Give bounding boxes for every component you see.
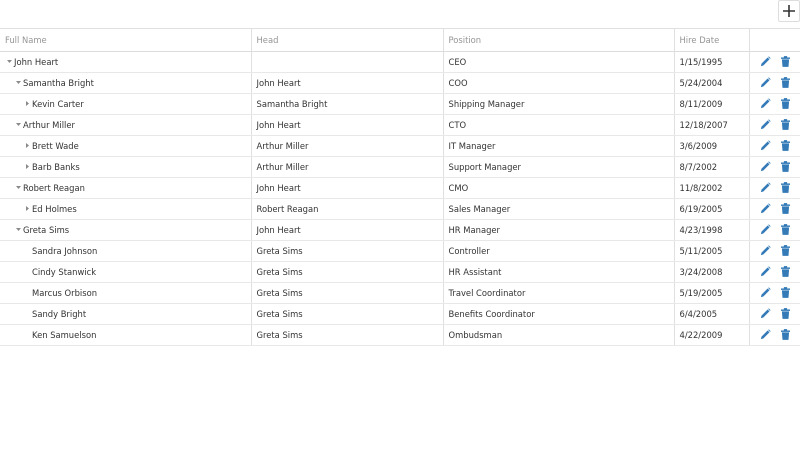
trash-icon (781, 203, 790, 214)
delete-button[interactable] (779, 223, 791, 237)
position-text: CTO (448, 119, 467, 130)
full-name-text: Barb Banks (32, 161, 80, 172)
full-name-cell[interactable] (0, 156, 251, 177)
pencil-icon (760, 224, 771, 235)
full-name-text: Kevin Carter (32, 98, 84, 109)
column-header-full-name[interactable]: Full Name (0, 29, 251, 51)
hire-date-text: 3/24/2008 (679, 266, 723, 277)
column-header-actions (749, 29, 800, 51)
delete-button[interactable] (779, 181, 791, 195)
hire-date-cell[interactable] (674, 114, 749, 135)
trash-icon (781, 98, 790, 109)
hire-date-cell[interactable] (674, 303, 749, 324)
table-row[interactable] (0, 135, 800, 156)
trash-icon (781, 77, 790, 88)
full-name-cell[interactable] (0, 219, 251, 240)
actions-cell (749, 72, 800, 93)
position-cell[interactable] (443, 303, 674, 324)
hire-date-text: 4/22/2009 (679, 329, 723, 340)
full-name-text: Ken Samuelson (32, 329, 97, 340)
full-name-cell[interactable] (0, 51, 251, 72)
head-cell[interactable] (251, 156, 443, 177)
actions-cell (749, 93, 800, 114)
actions-cell (749, 261, 800, 282)
position-text: Shipping Manager (448, 98, 525, 109)
position-cell[interactable] (443, 219, 674, 240)
hire-date-cell[interactable] (674, 51, 749, 72)
trash-icon (781, 119, 790, 130)
edit-button[interactable] (760, 181, 772, 195)
position-cell[interactable] (443, 198, 674, 219)
position-cell[interactable] (443, 240, 674, 261)
head-text: John Heart (256, 182, 301, 193)
delete-button[interactable] (779, 118, 791, 132)
hire-date-cell[interactable] (674, 93, 749, 114)
hire-date-text: 5/19/2005 (679, 287, 723, 298)
position-text: COO (448, 77, 468, 88)
hire-date-text: 1/15/1995 (679, 56, 723, 67)
full-name-text: Ed Holmes (32, 203, 77, 214)
pencil-icon (760, 203, 771, 214)
delete-button[interactable] (779, 244, 791, 258)
edit-button[interactable] (760, 202, 772, 216)
table-row[interactable] (0, 261, 800, 282)
edit-button[interactable] (760, 160, 772, 174)
hire-date-text: 5/11/2005 (679, 245, 723, 256)
head-text: Arthur Miller (256, 140, 309, 151)
full-name-cell[interactable] (0, 282, 251, 303)
head-text: Samantha Bright (256, 98, 328, 109)
collapse-toggle-icon[interactable] (14, 78, 23, 87)
column-header-position[interactable]: Position (443, 29, 674, 51)
position-cell[interactable] (443, 135, 674, 156)
edit-button[interactable] (760, 265, 772, 279)
position-text: CMO (448, 182, 469, 193)
table-row[interactable] (0, 93, 800, 114)
trash-icon (781, 245, 790, 256)
toggle-spacer (23, 246, 32, 255)
head-cell[interactable] (251, 324, 443, 345)
head-cell[interactable] (251, 72, 443, 93)
toggle-spacer (23, 267, 32, 276)
actions-cell (749, 282, 800, 303)
full-name-text: Arthur Miller (23, 119, 75, 130)
hire-date-text: 8/7/2002 (679, 161, 718, 172)
actions-cell (749, 135, 800, 156)
actions-cell (749, 114, 800, 135)
full-name-cell[interactable] (0, 198, 251, 219)
trash-icon (781, 224, 790, 235)
expand-toggle-icon[interactable] (23, 141, 32, 150)
full-name-cell[interactable] (0, 177, 251, 198)
hire-date-text: 3/6/2009 (679, 140, 718, 151)
edit-button[interactable] (760, 223, 772, 237)
full-name-cell[interactable] (0, 303, 251, 324)
trash-icon (781, 287, 790, 298)
hire-date-cell[interactable] (674, 282, 749, 303)
edit-button[interactable] (760, 97, 772, 111)
delete-button[interactable] (779, 97, 791, 111)
pencil-icon (760, 119, 771, 130)
delete-button[interactable] (779, 139, 791, 153)
head-text: John Heart (256, 224, 301, 235)
table-row[interactable] (0, 282, 800, 303)
head-text: Greta Sims (256, 308, 303, 319)
pencil-icon (760, 329, 771, 340)
head-cell[interactable] (251, 282, 443, 303)
edit-button[interactable] (760, 76, 772, 90)
table-row[interactable] (0, 114, 800, 135)
hire-date-cell[interactable] (674, 261, 749, 282)
pencil-icon (760, 161, 771, 172)
head-cell[interactable] (251, 114, 443, 135)
table-row[interactable] (0, 324, 800, 345)
full-name-text: Cindy Stanwick (32, 266, 97, 277)
actions-cell (749, 303, 800, 324)
hire-date-cell[interactable] (674, 135, 749, 156)
head-text: Robert Reagan (256, 203, 319, 214)
delete-button[interactable] (779, 202, 791, 216)
trash-icon (781, 161, 790, 172)
pencil-icon (760, 140, 771, 151)
toggle-spacer (23, 288, 32, 297)
expand-toggle-icon[interactable] (23, 99, 32, 108)
position-cell[interactable] (443, 261, 674, 282)
full-name-text: Brett Wade (32, 140, 79, 151)
hire-date-text: 8/11/2009 (679, 98, 723, 109)
head-text: John Heart (256, 77, 301, 88)
pencil-icon (760, 308, 771, 319)
trash-icon (781, 140, 790, 151)
edit-button[interactable] (760, 286, 772, 300)
plus-icon (782, 4, 796, 18)
hire-date-cell[interactable] (674, 156, 749, 177)
actions-cell (749, 51, 800, 72)
table-row[interactable] (0, 177, 800, 198)
position-text: Travel Coordinator (448, 287, 526, 298)
head-cell[interactable] (251, 177, 443, 198)
trash-icon (781, 329, 790, 340)
delete-button[interactable] (779, 328, 791, 342)
position-text: CEO (448, 56, 467, 67)
head-cell[interactable] (251, 93, 443, 114)
hire-date-cell[interactable] (674, 177, 749, 198)
position-text: Sales Manager (448, 203, 511, 214)
head-cell[interactable] (251, 198, 443, 219)
hire-date-cell[interactable] (674, 72, 749, 93)
position-text: Benefits Coordinator (448, 308, 535, 319)
edit-button[interactable] (760, 118, 772, 132)
position-cell[interactable] (443, 93, 674, 114)
actions-cell (749, 156, 800, 177)
hire-date-cell[interactable] (674, 219, 749, 240)
grid-toolbar (0, 0, 800, 29)
pencil-icon (760, 266, 771, 277)
trash-icon (781, 308, 790, 319)
full-name-text: John Heart (14, 56, 59, 67)
full-name-cell[interactable] (0, 135, 251, 156)
trash-icon (781, 182, 790, 193)
hire-date-cell[interactable] (674, 240, 749, 261)
head-text: Greta Sims (256, 245, 303, 256)
full-name-text: Sandy Bright (32, 308, 87, 319)
full-name-cell[interactable] (0, 114, 251, 135)
position-text: Ombudsman (448, 329, 503, 340)
head-cell[interactable] (251, 51, 443, 72)
head-cell[interactable] (251, 261, 443, 282)
full-name-cell[interactable] (0, 261, 251, 282)
position-cell[interactable] (443, 177, 674, 198)
full-name-cell[interactable] (0, 72, 251, 93)
head-text: Greta Sims (256, 329, 303, 340)
edit-button[interactable] (760, 139, 772, 153)
pencil-icon (760, 56, 771, 67)
head-text: Arthur Miller (256, 161, 309, 172)
pencil-icon (760, 287, 771, 298)
hire-date-text: 11/8/2002 (679, 182, 723, 193)
expand-toggle-icon[interactable] (23, 204, 32, 213)
actions-cell (749, 324, 800, 345)
table-row[interactable] (0, 303, 800, 324)
edit-button[interactable] (760, 328, 772, 342)
collapse-toggle-icon[interactable] (5, 57, 14, 66)
edit-button[interactable] (760, 55, 772, 69)
full-name-text: Marcus Orbison (32, 287, 98, 298)
delete-button[interactable] (779, 265, 791, 279)
full-name-text: Robert Reagan (23, 182, 85, 193)
full-name-text: Sandra Johnson (32, 245, 98, 256)
hire-date-text: 4/23/1998 (679, 224, 723, 235)
table-row[interactable] (0, 156, 800, 177)
position-text: Support Manager (448, 161, 521, 172)
position-text: Controller (448, 245, 490, 256)
delete-button[interactable] (779, 286, 791, 300)
delete-button[interactable] (779, 307, 791, 321)
head-text: Greta Sims (256, 287, 303, 298)
column-header-hire-date[interactable]: Hire Date (674, 29, 749, 51)
expand-toggle-icon[interactable] (23, 162, 32, 171)
hire-date-text: 12/18/2007 (679, 119, 728, 130)
head-cell[interactable] (251, 240, 443, 261)
toggle-spacer (23, 330, 32, 339)
position-cell[interactable] (443, 324, 674, 345)
actions-cell (749, 198, 800, 219)
pencil-icon (760, 77, 771, 88)
collapse-toggle-icon[interactable] (14, 120, 23, 129)
full-name-text: Greta Sims (23, 224, 70, 235)
delete-button[interactable] (779, 76, 791, 90)
hire-date-text: 6/19/2005 (679, 203, 723, 214)
trash-icon (781, 266, 790, 277)
full-name-cell[interactable] (0, 240, 251, 261)
trash-icon (781, 56, 790, 67)
actions-cell (749, 177, 800, 198)
collapse-toggle-icon[interactable] (14, 183, 23, 192)
full-name-cell[interactable] (0, 93, 251, 114)
table-row[interactable] (0, 219, 800, 240)
pencil-icon (760, 245, 771, 256)
position-cell[interactable] (443, 156, 674, 177)
hire-date-cell[interactable] (674, 324, 749, 345)
position-cell[interactable] (443, 114, 674, 135)
position-text: HR Manager (448, 224, 500, 235)
position-cell[interactable] (443, 282, 674, 303)
position-text: IT Manager (448, 140, 496, 151)
table-row[interactable] (0, 51, 800, 72)
table-row[interactable] (0, 240, 800, 261)
header-row (0, 29, 800, 51)
hire-date-text: 6/4/2005 (679, 308, 718, 319)
hire-date-cell[interactable] (674, 198, 749, 219)
pencil-icon (760, 182, 771, 193)
add-row-button[interactable] (778, 0, 800, 22)
head-cell[interactable] (251, 135, 443, 156)
tree-list-grid (0, 29, 800, 346)
full-name-cell[interactable] (0, 324, 251, 345)
delete-button[interactable] (779, 55, 791, 69)
position-text: HR Assistant (448, 266, 502, 277)
actions-cell (749, 240, 800, 261)
toggle-spacer (23, 309, 32, 318)
hire-date-text: 5/24/2004 (679, 77, 723, 88)
edit-button[interactable] (760, 244, 772, 258)
head-text: Greta Sims (256, 266, 303, 277)
collapse-toggle-icon[interactable] (14, 225, 23, 234)
grid-body (0, 51, 800, 345)
delete-button[interactable] (779, 160, 791, 174)
pencil-icon (760, 98, 771, 109)
actions-cell (749, 219, 800, 240)
head-text: John Heart (256, 119, 301, 130)
head-cell[interactable] (251, 219, 443, 240)
column-header-head[interactable]: Head (251, 29, 443, 51)
position-cell[interactable] (443, 72, 674, 93)
position-cell[interactable] (443, 51, 674, 72)
table-row[interactable] (0, 72, 800, 93)
head-cell[interactable] (251, 303, 443, 324)
full-name-text: Samantha Bright (23, 77, 94, 88)
edit-button[interactable] (760, 307, 772, 321)
table-row[interactable] (0, 198, 800, 219)
